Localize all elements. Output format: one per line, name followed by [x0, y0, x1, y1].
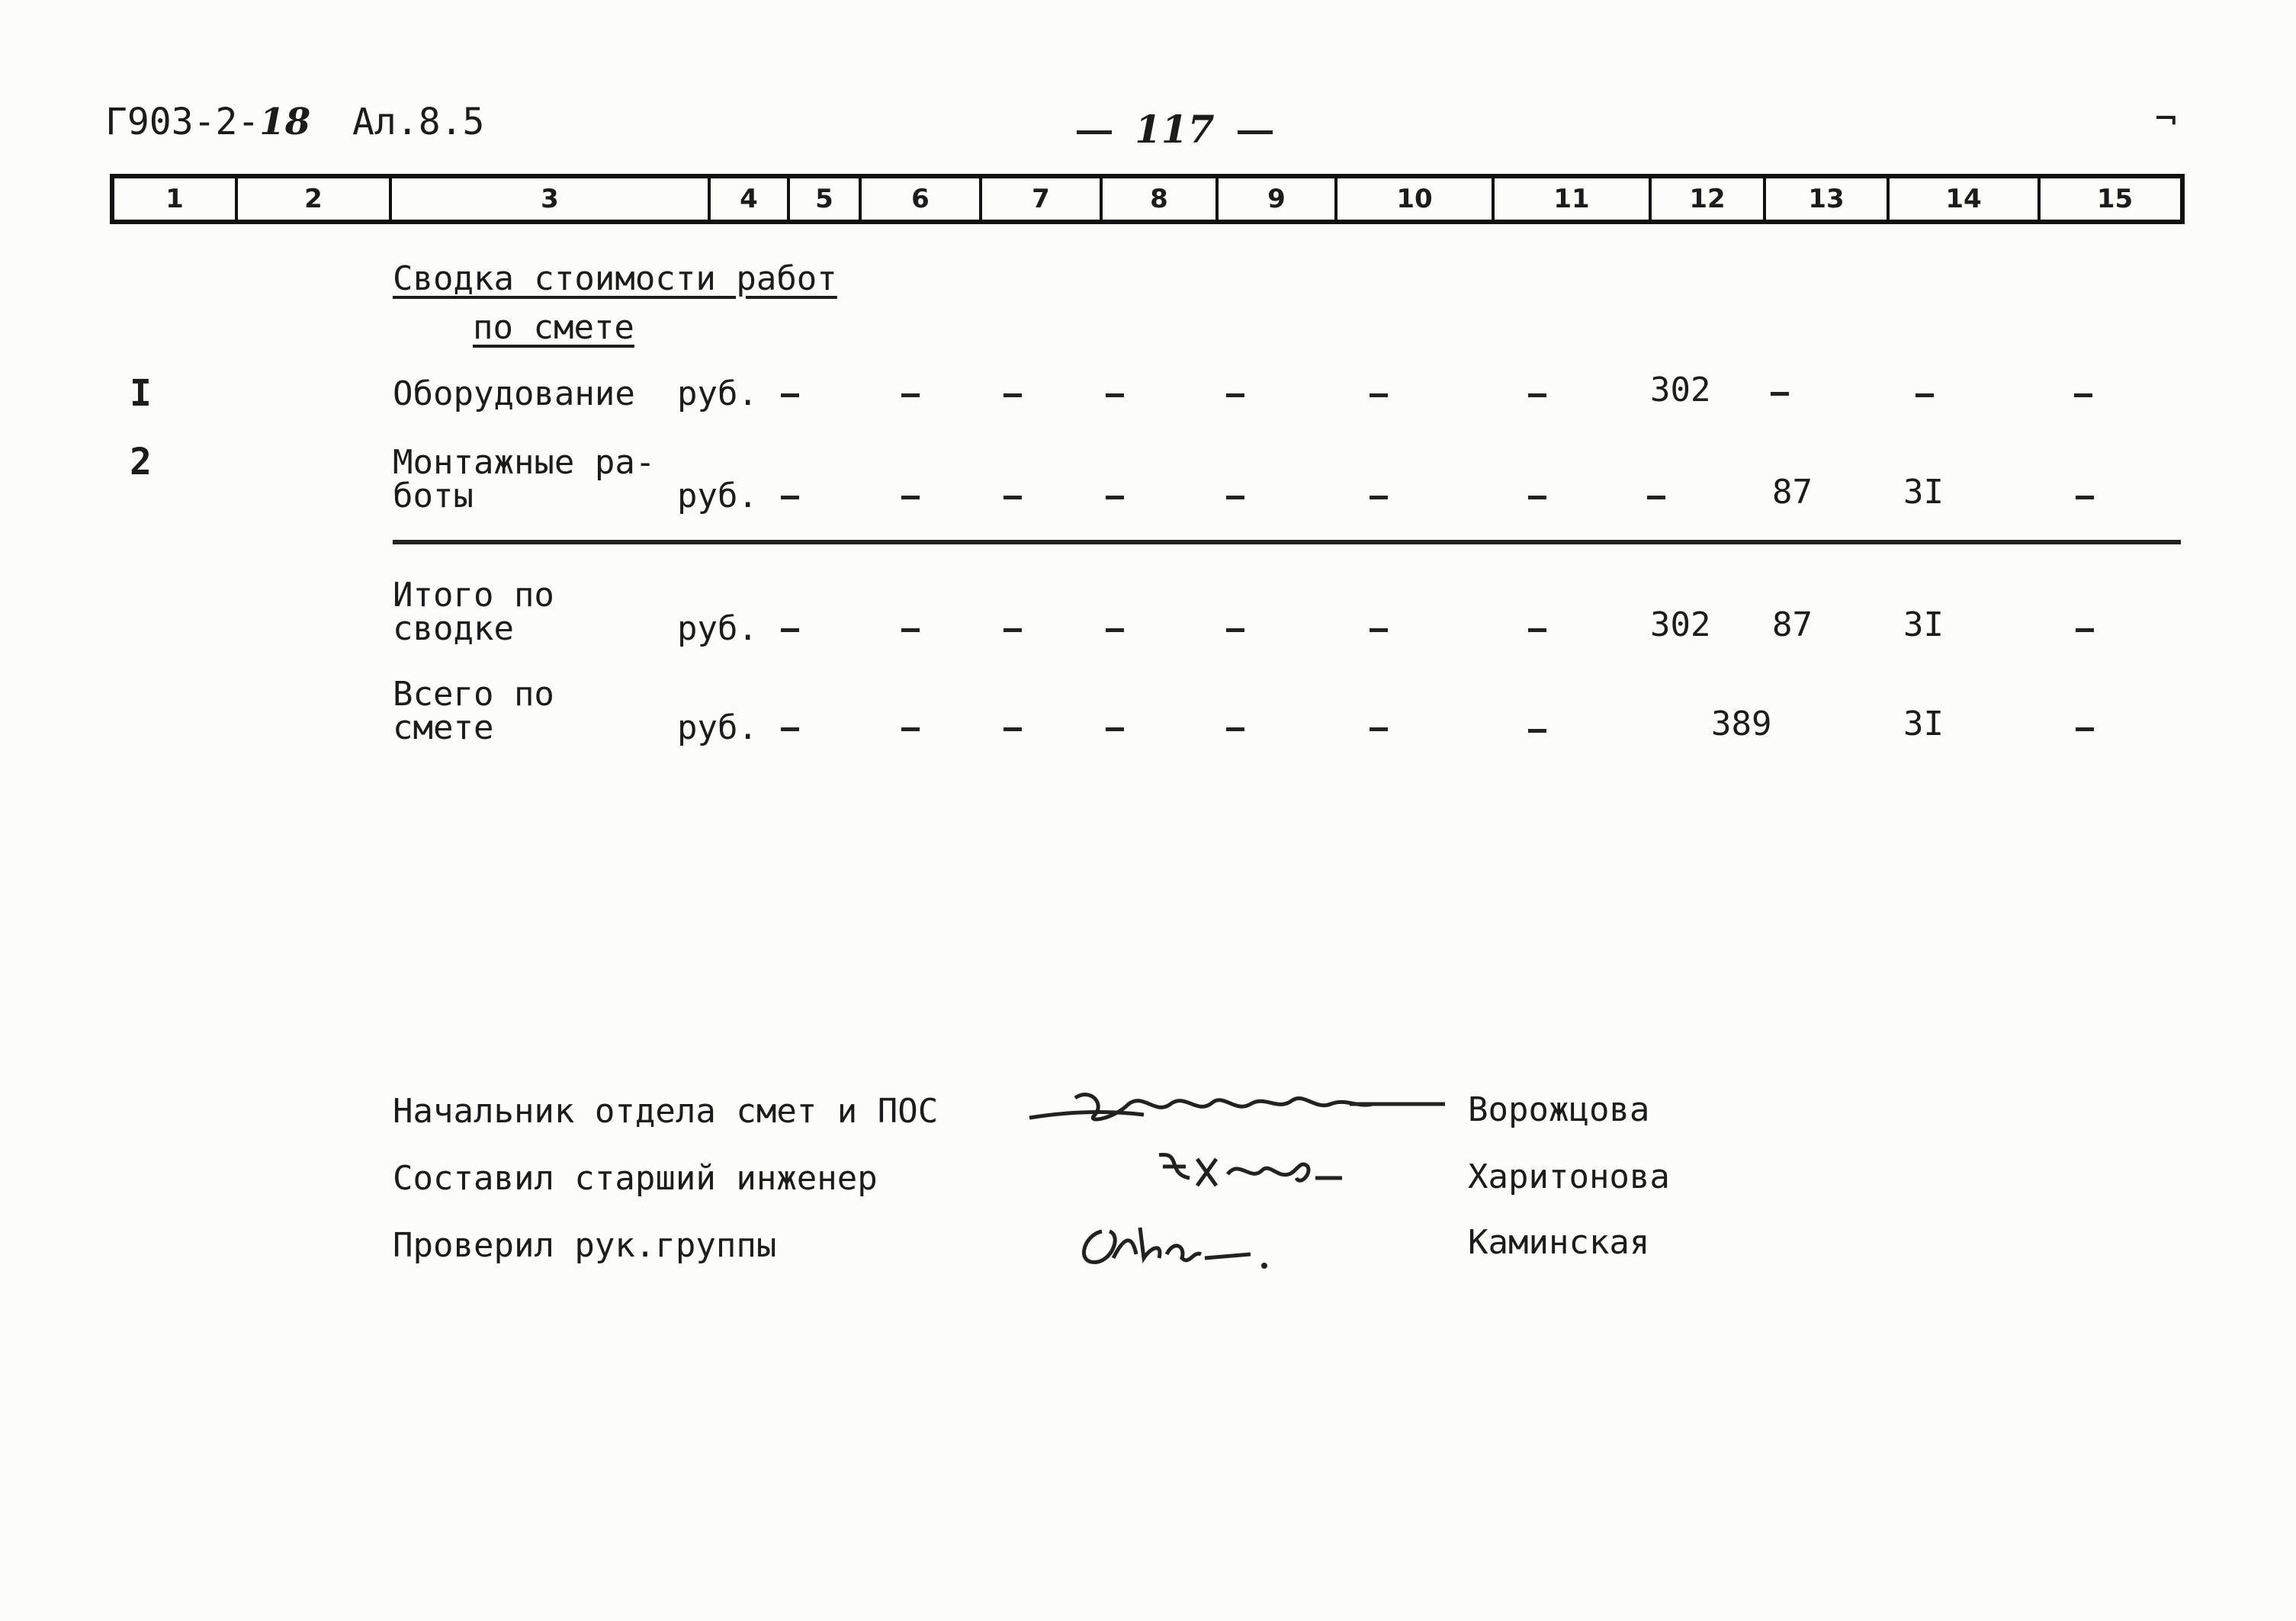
- column-number: 1: [114, 178, 238, 220]
- total-unit: руб.: [677, 609, 758, 648]
- row-name-line2: боты: [393, 477, 474, 515]
- empty-cell-dash: [1003, 628, 1022, 632]
- empty-cell-dash: [1226, 496, 1244, 499]
- section-title-line2: по смете: [473, 308, 634, 347]
- signer-role: Проверил рук.группы: [393, 1226, 777, 1265]
- empty-cell-dash: [1003, 393, 1022, 397]
- empty-cell-dash: [1370, 393, 1388, 397]
- empty-cell-dash: [1226, 628, 1244, 632]
- total-name-line2: смете: [393, 708, 494, 747]
- column-number: 14: [1890, 178, 2041, 220]
- column-number: 5: [790, 178, 862, 220]
- column-number: 13: [1766, 178, 1890, 220]
- empty-cell-dash: [2076, 496, 2094, 499]
- empty-cell-dash: [901, 727, 920, 731]
- row-unit: руб.: [677, 477, 758, 515]
- total-unit: руб.: [677, 708, 758, 747]
- section-title-line1: Сводка стоимости работ: [393, 259, 837, 298]
- column-number: 11: [1495, 178, 1652, 220]
- corner-mark: ⌐: [2155, 98, 2177, 140]
- empty-cell-dash: [1226, 393, 1244, 397]
- empty-cell-dash: [2076, 727, 2094, 731]
- total-name-line1: Итого по: [393, 576, 554, 615]
- column-number: 2: [238, 178, 392, 220]
- empty-cell-dash: [1370, 727, 1388, 731]
- empty-cell-dash: [1528, 628, 1546, 632]
- signer-name: Ворожцова: [1468, 1090, 1650, 1129]
- document-code: [105, 101, 310, 143]
- empty-cell-dash: [1370, 496, 1388, 499]
- empty-cell-dash: [1771, 392, 1789, 396]
- empty-cell-dash: [901, 496, 920, 499]
- total-value-c14: 3I: [1903, 705, 1944, 743]
- handwritten-signature: [1022, 1081, 1449, 1142]
- column-number: 10: [1337, 178, 1495, 220]
- page-number-value: 117: [1135, 107, 1215, 152]
- total-value-c13: 87: [1772, 605, 1813, 644]
- column-number: 3: [392, 178, 711, 220]
- empty-cell-dash: [901, 628, 920, 632]
- total-name-line1: Всего по: [393, 675, 554, 714]
- empty-cell-dash: [1106, 496, 1124, 499]
- column-number: 8: [1103, 178, 1219, 220]
- empty-cell-dash: [1528, 729, 1546, 733]
- signer-name: Каминская: [1468, 1223, 1650, 1262]
- column-number: 9: [1219, 178, 1337, 220]
- row-number: I: [130, 372, 152, 415]
- empty-cell-dash: [1647, 496, 1665, 499]
- empty-cell-dash: [1003, 727, 1022, 731]
- empty-cell-dash: [1370, 628, 1388, 632]
- empty-cell-dash: [781, 393, 799, 397]
- empty-cell-dash: [781, 628, 799, 632]
- sheet-reference: Ал.8.5: [352, 101, 485, 143]
- row-unit: руб.: [677, 374, 758, 413]
- row-value-c14: 3I: [1903, 473, 1944, 512]
- row-name-line1: Монтажные ра-: [393, 443, 656, 482]
- column-number: 6: [862, 178, 982, 220]
- empty-cell-dash: [781, 727, 799, 731]
- signer-role: Составил старший инженер: [393, 1159, 878, 1198]
- empty-cell-dash: [1226, 727, 1244, 731]
- empty-cell-dash: [2076, 628, 2094, 632]
- row-value-c12: 302: [1650, 371, 1711, 409]
- handwritten-signature: [1144, 1144, 1357, 1205]
- empty-cell-dash: [781, 496, 799, 499]
- column-number-strip: [110, 174, 2185, 224]
- empty-cell-dash: [2074, 393, 2092, 397]
- signer-role: Начальник отдела смет и ПОС: [393, 1092, 939, 1131]
- signer-name: Харитонова: [1468, 1157, 1670, 1196]
- empty-cell-dash: [1915, 393, 1934, 397]
- total-value-c12-13: 389: [1711, 705, 1772, 743]
- total-value-c14: 3I: [1903, 605, 1944, 644]
- totals-divider-line: [393, 540, 2181, 544]
- document-code-prefix: Г903-2-: [105, 101, 260, 143]
- row-name: Оборудование: [393, 374, 635, 413]
- empty-cell-dash: [1528, 393, 1546, 397]
- empty-cell-dash: [1106, 727, 1124, 731]
- page-number: [1077, 107, 1273, 152]
- empty-cell-dash: [1003, 496, 1022, 499]
- empty-cell-dash: [1528, 496, 1546, 499]
- column-number: 7: [982, 178, 1103, 220]
- column-number: 15: [2096, 184, 2134, 214]
- total-value-c12: 302: [1650, 605, 1711, 644]
- row-number: 2: [130, 441, 152, 483]
- empty-cell-dash: [901, 393, 920, 397]
- empty-cell-dash: [1106, 628, 1124, 632]
- column-number: 4: [711, 178, 790, 220]
- column-number: 12: [1652, 178, 1766, 220]
- document-code-handwritten: 18: [259, 101, 311, 143]
- row-value-c13: 87: [1772, 473, 1813, 512]
- handwritten-signature: [1068, 1212, 1296, 1281]
- total-name-line2: сводке: [393, 609, 514, 648]
- empty-cell-dash: [1106, 393, 1124, 397]
